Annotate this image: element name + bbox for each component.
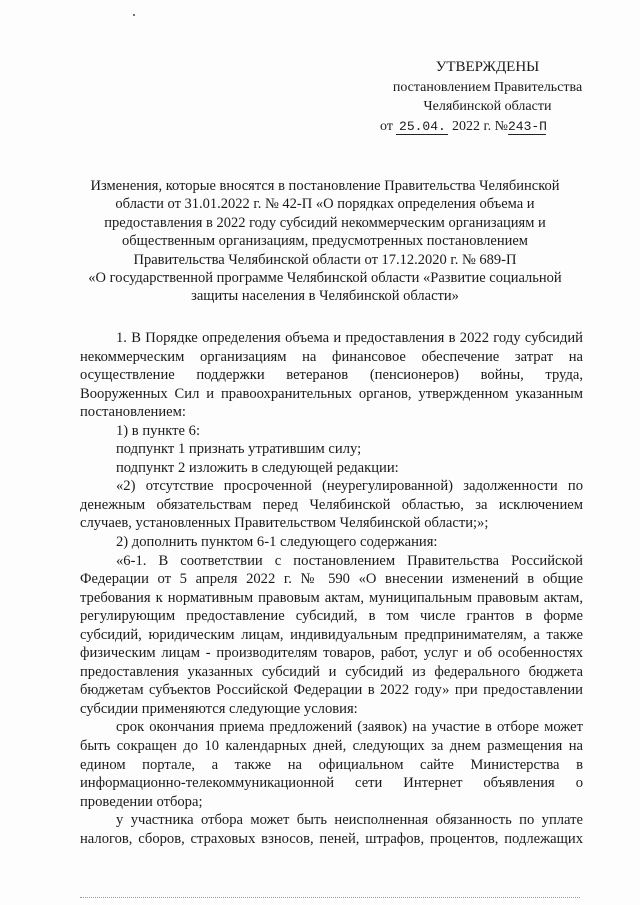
- number-stamp: 243-П: [507, 119, 547, 134]
- page-edge-line: [80, 897, 580, 898]
- approval-line-2: Челябинской области: [423, 99, 552, 114]
- title-line: Изменения, которые вносятся в постановление Правительства Челябинской: [90, 178, 560, 194]
- paragraph: у участника отбора может быть неисполненная обязанность по уплате налогов, сборов, страховых взносов, пеней, штрафов, процентов, подлежащих: [80, 812, 583, 847]
- date-prefix: от: [380, 119, 393, 134]
- title-line: общественным организациям, предусмотренных постановлением: [122, 233, 528, 250]
- title-line: предоставления в 2022 году субсидий некоммерческим организациям и: [104, 214, 546, 231]
- paragraph: «6-1. В соответствии с постановлением Правительства Российской Федерации от 5 апреля 2022 г. № 590 «О внесении изменений в общие требования к нормативным правовым актам, муниципальным правовым актам, регулирующим предоставление субсидий, в том числе грантов в форме субсидий, юридическим лицам, индивидуальным предпринимателям, а также физическим лицам - производителям товаров, работ, услуг и об особенностях предоставления указанных субсидий и субсидий из федерального бюджета бюджетам субъектов Российской Федерации в 2022 году» при предоставлении субсидии применяются следующие условия:: [80, 552, 583, 717]
- paragraph: 1. В Порядке определения объема и предоставления в 2022 году субсидий некоммерческим организациям на финансовое обеспечение затрат на осуществление поддержки ветеранов (пенсионеров) войны, труда, Вооруженных Сил и правоохранительных органов, утвержденном указанным постановлением:: [80, 330, 583, 421]
- paragraph: «2) отсутствие просроченной (неурегулированной) задолженности по денежным обязательствам перед Челябинской областью, за исключением случаев, установленных Правительством Челябинской области;»;: [80, 478, 583, 532]
- approval-date-line: [380, 117, 595, 136]
- title-line: области от 31.01.2022 г. № 42-П «О порядках определения объема и: [115, 196, 535, 213]
- paragraph: подпункт 2 изложить в следующей редакции:: [116, 459, 399, 476]
- scan-speck: [133, 14, 135, 16]
- approval-title: УТВЕРЖДЕНЫ: [435, 59, 540, 75]
- title-line: защиты населения в Челябинской области»: [191, 288, 459, 305]
- paragraph: 2) дополнить пунктом 6-1 следующего содержания:: [116, 534, 438, 551]
- year-text: 2022 г. №: [451, 119, 508, 134]
- title-line: «О государственной программе Челябинской области «Развитие социальной: [88, 270, 562, 287]
- document-title: [82, 177, 568, 306]
- title-line: Правительства Челябинской области от 17.12.2020 г. № 689-П: [133, 251, 517, 268]
- paragraph: подпункт 1 признать утратившим силу;: [116, 441, 362, 458]
- document-body: [80, 329, 583, 848]
- paragraph: срок окончания приема предложений (заявок) на участие в отборе может быть сокращен до 10 календарных дней, следующих за днем размещения на едином портале, а также на официальном сайте Министерства в информационно-телекоммуникационной сети Интернет объявления о проведении отбора;: [80, 719, 583, 810]
- approval-line-1: постановлением Правительства: [392, 80, 583, 95]
- approval-block: [380, 58, 595, 136]
- paragraph: 1) в пункте 6:: [116, 422, 201, 439]
- date-stamp: 25.04.: [396, 120, 448, 135]
